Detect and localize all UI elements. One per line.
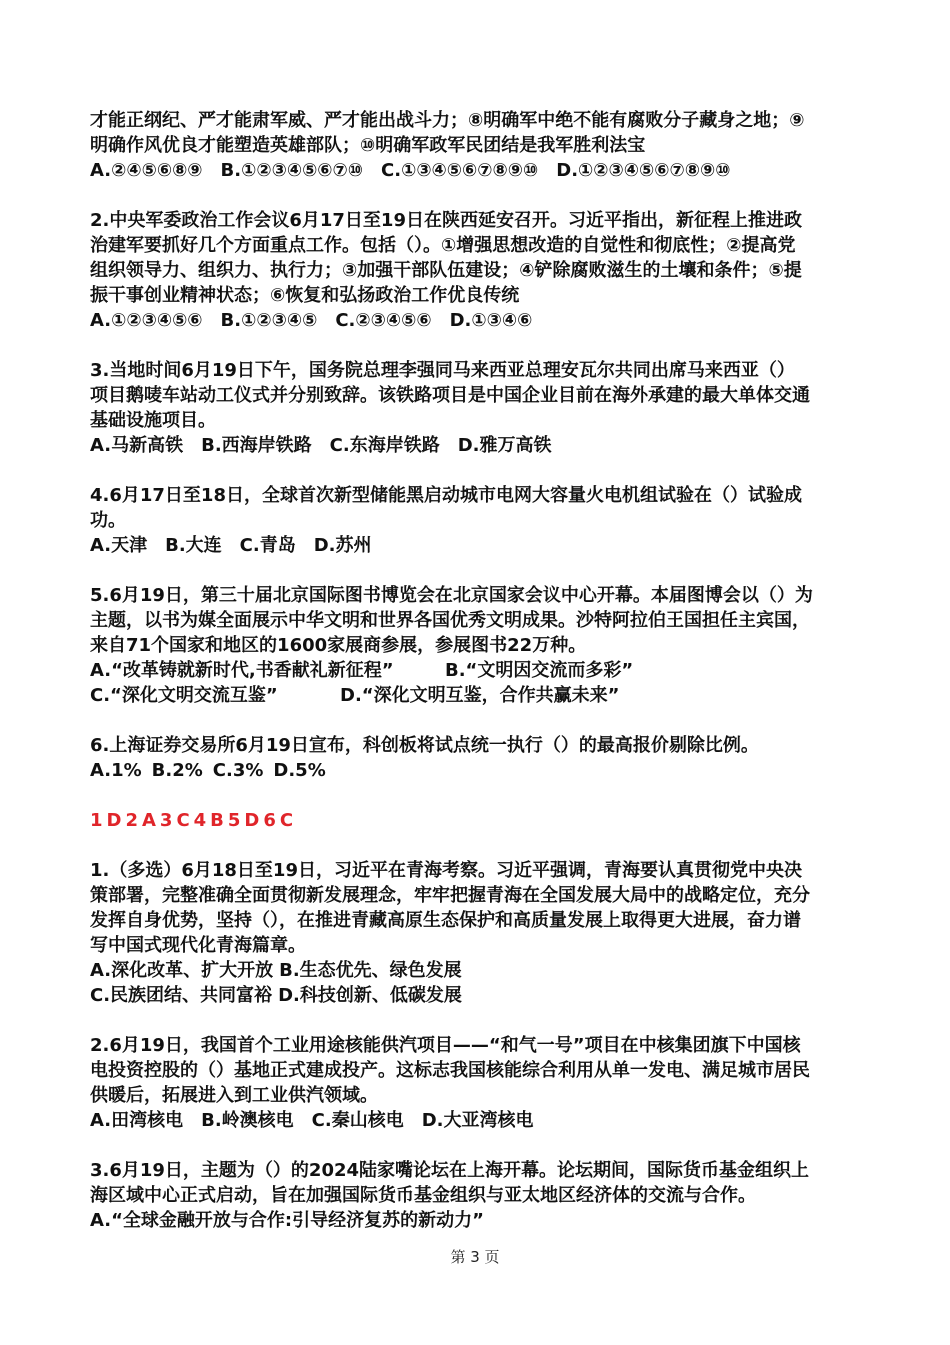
question-1-multi (90, 858, 865, 1008)
option: A.田湾核电 (90, 1110, 184, 1131)
option: B.岭澳核电 (201, 1110, 294, 1131)
question-line: 2.6月19日，我国首个工业用途核能供汽项目——“和气一号”项目在中核集团旗下中国核 (90, 1035, 801, 1056)
option: C.①③④⑤⑥⑦⑧⑨⑩ (381, 160, 539, 181)
option-row (90, 533, 865, 558)
question-line: 策部署，完整准确全面贯彻新发展理念，牢牢把握青海在全国发展大局中的战略定位，充分 (90, 885, 810, 906)
question-line: 发挥自身优势，坚持（），在推进青藏高原生态保护和高质量发展上取得更大进展，奋力谱 (90, 910, 801, 931)
option: B.①②③④⑤ (220, 310, 318, 331)
option: D.5% (273, 760, 326, 781)
option-row (90, 758, 865, 783)
question-line: 基础设施项目。 (90, 410, 216, 431)
option: D.苏州 (313, 535, 372, 556)
option: B.生态优先、绿色发展 (279, 960, 462, 981)
question-line: 5.6月19日，第三十届北京国际图书博览会在北京国家会议中心开幕。本届图博会以（）为 (90, 585, 813, 606)
question-4 (90, 483, 865, 558)
option-row (90, 433, 865, 458)
question-line: 才能正纲纪、严才能肃军威、严才能出战斗力；⑧明确军中绝不能有腐败分子藏身之地；⑨ (90, 110, 805, 131)
option: A.“改革铸就新时代,书香献礼新征程” (90, 660, 394, 681)
question-5 (90, 583, 865, 708)
question-line: 振干事创业精神状态；⑥恢复和弘扬政治工作优良传统 (90, 285, 520, 306)
option: C.②③④⑤⑥ (335, 310, 432, 331)
option-row (90, 658, 865, 683)
question-line: 6.上海证券交易所6月19日宣布，科创板将试点统一执行（）的最高报价剔除比例。 (90, 735, 759, 756)
question-line: 2.中央军委政治工作会议6月17日至19日在陕西延安召开。习近平指出，新征程上推进政 (90, 210, 802, 231)
option: D.“深化文明互鉴，合作共赢未来” (340, 685, 620, 706)
option: C.秦山核电 (311, 1110, 404, 1131)
option: C.东海岸铁路 (329, 435, 440, 456)
question-line: 组织领导力、组织力、执行力；③加强干部队伍建设；④铲除腐败滋生的土壤和条件；⑤提 (90, 260, 802, 281)
option: B.2% (151, 760, 203, 781)
question-line: 3.6月19日，主题为（）的2024陆家嘴论坛在上海开幕。论坛期间，国际货币基金组织上 (90, 1160, 810, 1181)
option-row (90, 683, 865, 708)
question-line: 3.当地时间6月19日下午，国务院总理李强同马来西亚总理安瓦尔共同出席马来西亚（） (90, 360, 795, 381)
question-3-forum (90, 1158, 865, 1233)
answer-key: 1D2A3C4B5D6C (90, 810, 298, 831)
question-2-nuclear (90, 1033, 865, 1133)
option: C.民族团结、共同富裕 (90, 985, 273, 1006)
question-line: 1.（多选）6月18日至19日，习近平在青海考察。习近平强调，青海要认真贯彻党中央决 (90, 860, 802, 881)
intro-block (90, 108, 865, 183)
option: A.②④⑤⑥⑧⑨ (90, 160, 203, 181)
page-content (90, 108, 865, 1233)
option: D.科技创新、低碳发展 (278, 985, 462, 1006)
option-row (90, 308, 865, 333)
question-3 (90, 358, 865, 458)
option: A.“全球金融开放与合作:引导经济复苏的新动力” (90, 1210, 484, 1231)
option: B.①②③④⑤⑥⑦⑩ (220, 160, 364, 181)
option: B.大连 (165, 535, 222, 556)
option-row (90, 958, 865, 983)
option: D.①③④⑥ (449, 310, 533, 331)
question-2 (90, 208, 865, 333)
option: D.大亚湾核电 (421, 1110, 534, 1131)
option-row (90, 1208, 865, 1233)
option: B.西海岸铁路 (201, 435, 312, 456)
option: A.天津 (90, 535, 148, 556)
option: C.“深化文明交流互鉴” (90, 685, 278, 706)
option: A.1% (90, 760, 142, 781)
question-6 (90, 733, 865, 783)
question-line: 来自71个国家和地区的1600家展商参展，参展图书22万种。 (90, 635, 587, 656)
question-line: 项目鹅唛车站动工仪式并分别致辞。该铁路项目是中国企业目前在海外承建的最大单体交通 (90, 385, 810, 406)
option: A.深化改革、扩大开放 (90, 960, 274, 981)
question-line: 海区域中心正式启动，旨在加强国际货币基金组织与亚太地区经济体的交流与合作。 (90, 1185, 756, 1206)
option: B.“文明因交流而多彩” (445, 660, 634, 681)
option-row (90, 158, 865, 183)
option-row (90, 1108, 865, 1133)
question-line: 主题，以书为媒全面展示中华文明和世界各国优秀文明成果。沙特阿拉伯王国担任主宾国， (90, 610, 810, 631)
question-line: 电投资控股的（）基地正式建成投产。这标志我国核能综合利用从单一发电、满足城市居民 (90, 1060, 810, 1081)
question-line: 明确作风优良才能塑造英雄部队；⑩明确军政军民团结是我军胜利法宝 (90, 135, 646, 156)
question-line: 治建军要抓好几个方面重点工作。包括（）。①增强思想改造的自觉性和彻底性；②提高党 (90, 235, 796, 256)
option: D.①②③④⑤⑥⑦⑧⑨⑩ (556, 160, 731, 181)
option-row (90, 983, 865, 1008)
option: C.青岛 (239, 535, 296, 556)
question-line: 4.6月17日至18日，全球首次新型储能黑启动城市电网大容量火电机组试验在（）试验成 (90, 485, 802, 506)
question-line: 功。 (90, 510, 126, 531)
question-line: 供暖后，拓展进入到工业供汽领域。 (90, 1085, 378, 1106)
question-line: 写中国式现代化青海篇章。 (90, 935, 306, 956)
option: D.雅万高铁 (457, 435, 552, 456)
option: A.马新高铁 (90, 435, 184, 456)
option: A.①②③④⑤⑥ (90, 310, 203, 331)
page-number: 第 3 页 (450, 1248, 500, 1266)
option: C.3% (212, 760, 264, 781)
